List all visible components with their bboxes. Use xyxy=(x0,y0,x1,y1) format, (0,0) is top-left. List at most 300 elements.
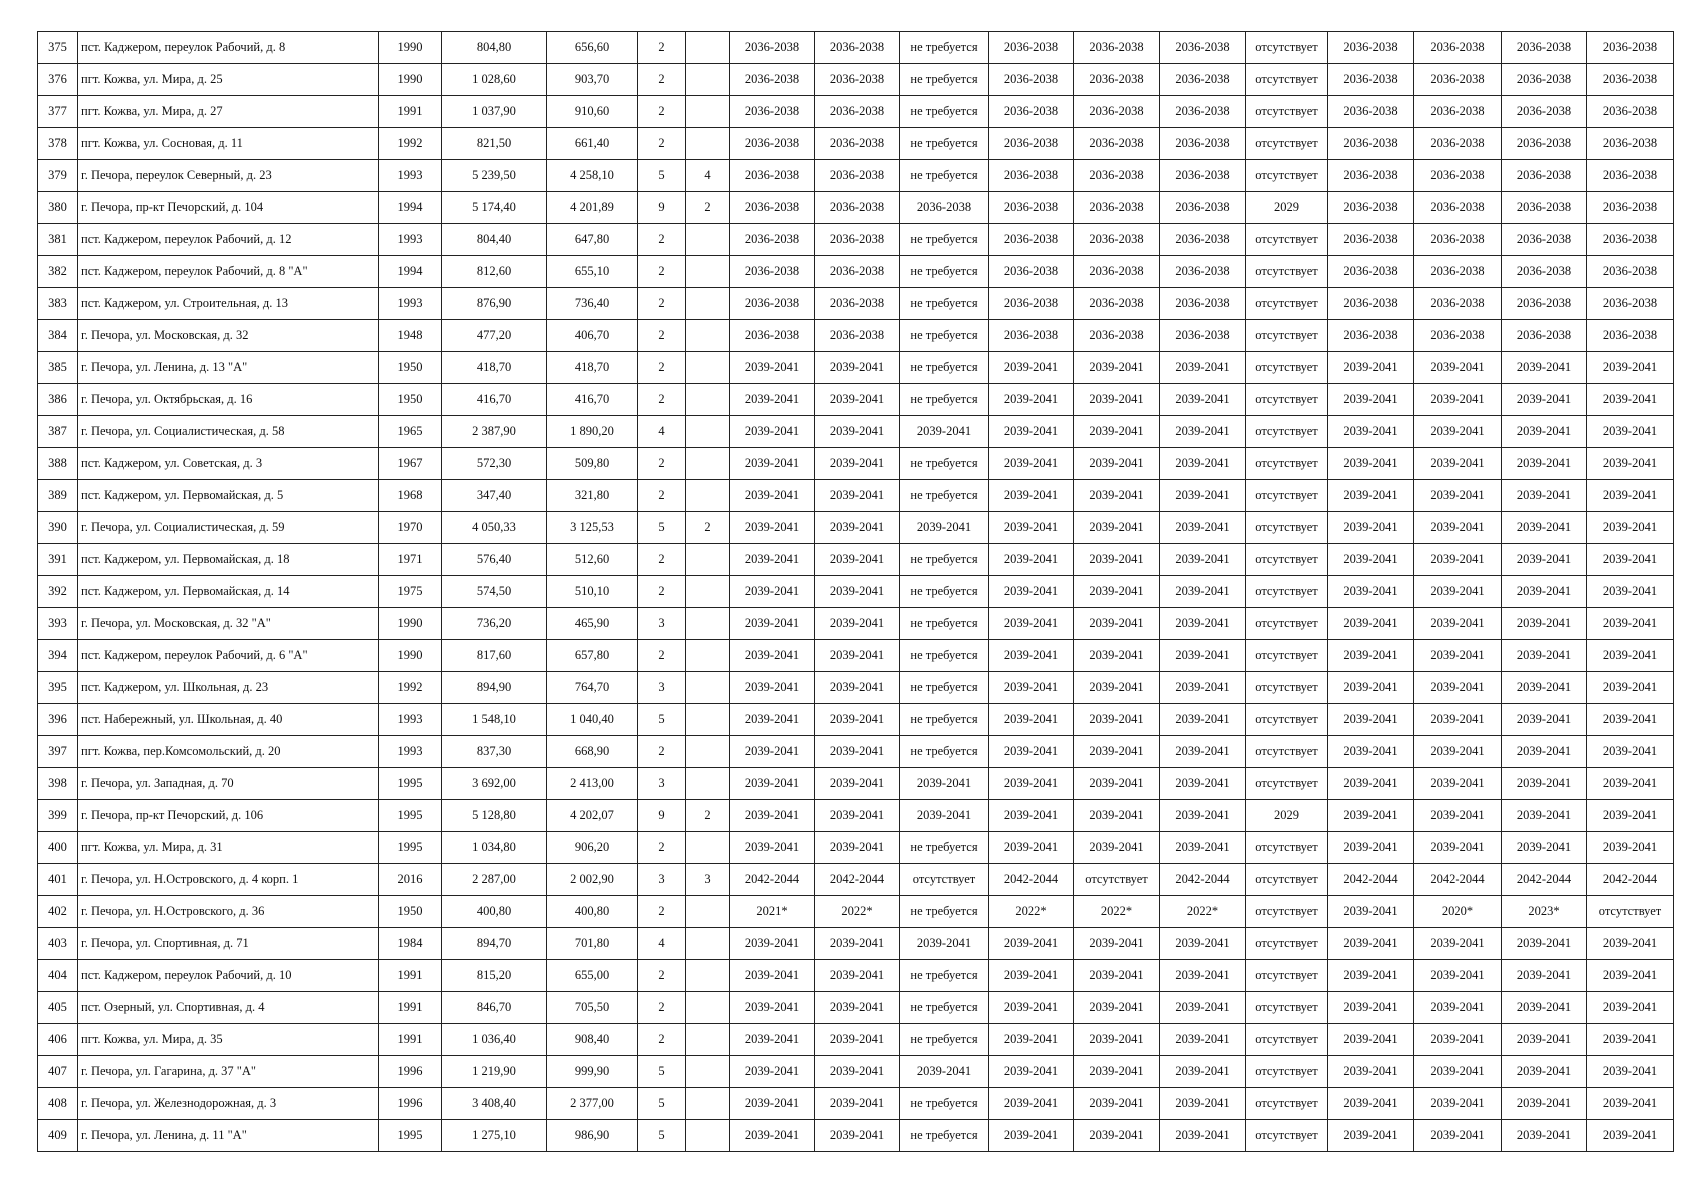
cell-address: пгт. Кожва, ул. Мира, д. 31 xyxy=(78,832,379,864)
cell-facade-repair-period: 2036-2038 xyxy=(815,288,900,320)
cell-floors: 3 xyxy=(638,672,686,704)
cell-row-number: 381 xyxy=(38,224,78,256)
cell-elevators xyxy=(686,224,730,256)
table-row xyxy=(38,96,1674,128)
cell-gas-supply-repair-period: отсутствует xyxy=(1246,672,1328,704)
cell-total-area: 416,70 xyxy=(442,384,547,416)
cell-electricity-repair-period: 2039-2041 xyxy=(1328,544,1414,576)
cell-roof-repair-period: 2039-2041 xyxy=(730,832,815,864)
cell-row-number: 384 xyxy=(38,320,78,352)
cell-electricity-repair-period: 2036-2038 xyxy=(1328,128,1414,160)
cell-cold-water-repair-period: 2039-2041 xyxy=(1074,736,1160,768)
cell-row-number: 380 xyxy=(38,192,78,224)
cell-gas-supply-repair-period: отсутствует xyxy=(1246,96,1328,128)
table-row xyxy=(38,160,1674,192)
cell-total-area: 736,20 xyxy=(442,608,547,640)
table-row xyxy=(38,576,1674,608)
cell-cold-water-repair-period: 2039-2041 xyxy=(1074,576,1160,608)
cell-heating-repair-period: 2039-2041 xyxy=(989,608,1074,640)
cell-elevators xyxy=(686,576,730,608)
cell-living-area: 903,70 xyxy=(547,64,638,96)
cell-facade-repair-period: 2039-2041 xyxy=(815,832,900,864)
cell-living-area: 999,90 xyxy=(547,1056,638,1088)
cell-total-area: 876,90 xyxy=(442,288,547,320)
cell-hot-water-repair-period: 2039-2041 xyxy=(1160,1088,1246,1120)
cell-elevator-repair-period: отсутствует xyxy=(900,864,989,896)
cell-elevator-repair-period: не требуется xyxy=(900,640,989,672)
cell-row-number: 387 xyxy=(38,416,78,448)
cell-foundation-repair-period: 2039-2041 xyxy=(1587,1088,1674,1120)
cell-cold-water-repair-period: 2036-2038 xyxy=(1074,96,1160,128)
cell-basement-repair-period: 2039-2041 xyxy=(1502,736,1587,768)
cell-electricity-repair-period: 2039-2041 xyxy=(1328,704,1414,736)
cell-elevators xyxy=(686,832,730,864)
cell-floors: 2 xyxy=(638,992,686,1024)
cell-basement-repair-period: 2039-2041 xyxy=(1502,352,1587,384)
cell-total-area: 837,30 xyxy=(442,736,547,768)
cell-gas-supply-repair-period: отсутствует xyxy=(1246,704,1328,736)
cell-gas-supply-repair-period: отсутствует xyxy=(1246,480,1328,512)
cell-cold-water-repair-period: 2039-2041 xyxy=(1074,672,1160,704)
cell-basement-repair-period: 2039-2041 xyxy=(1502,576,1587,608)
cell-cold-water-repair-period: 2039-2041 xyxy=(1074,352,1160,384)
cell-facade-repair-period: 2042-2044 xyxy=(815,864,900,896)
cell-hot-water-repair-period: 2039-2041 xyxy=(1160,544,1246,576)
cell-sewerage-repair-period: 2036-2038 xyxy=(1414,288,1502,320)
cell-sewerage-repair-period: 2039-2041 xyxy=(1414,1024,1502,1056)
cell-hot-water-repair-period: 2039-2041 xyxy=(1160,832,1246,864)
cell-heating-repair-period: 2039-2041 xyxy=(989,1088,1074,1120)
cell-total-area: 400,80 xyxy=(442,896,547,928)
cell-cold-water-repair-period: 2039-2041 xyxy=(1074,512,1160,544)
cell-elevator-repair-period: не требуется xyxy=(900,384,989,416)
cell-electricity-repair-period: 2036-2038 xyxy=(1328,288,1414,320)
cell-build-year: 1950 xyxy=(379,352,442,384)
cell-total-area: 2 287,00 xyxy=(442,864,547,896)
cell-basement-repair-period: 2039-2041 xyxy=(1502,800,1587,832)
cell-build-year: 1995 xyxy=(379,768,442,800)
cell-facade-repair-period: 2039-2041 xyxy=(815,608,900,640)
cell-row-number: 405 xyxy=(38,992,78,1024)
cell-living-area: 321,80 xyxy=(547,480,638,512)
cell-address: пст. Каджером, переулок Рабочий, д. 12 xyxy=(78,224,379,256)
cell-heating-repair-period: 2039-2041 xyxy=(989,448,1074,480)
cell-facade-repair-period: 2039-2041 xyxy=(815,480,900,512)
cell-electricity-repair-period: 2039-2041 xyxy=(1328,640,1414,672)
cell-gas-supply-repair-period: отсутствует xyxy=(1246,736,1328,768)
cell-gas-supply-repair-period: отсутствует xyxy=(1246,896,1328,928)
cell-elevators xyxy=(686,1056,730,1088)
cell-basement-repair-period: 2036-2038 xyxy=(1502,192,1587,224)
cell-foundation-repair-period: 2036-2038 xyxy=(1587,288,1674,320)
cell-floors: 2 xyxy=(638,736,686,768)
cell-sewerage-repair-period: 2039-2041 xyxy=(1414,736,1502,768)
table-row xyxy=(38,320,1674,352)
cell-heating-repair-period: 2036-2038 xyxy=(989,224,1074,256)
cell-sewerage-repair-period: 2036-2038 xyxy=(1414,224,1502,256)
cell-basement-repair-period: 2036-2038 xyxy=(1502,320,1587,352)
cell-cold-water-repair-period: 2039-2041 xyxy=(1074,768,1160,800)
cell-address: пст. Каджером, переулок Рабочий, д. 8 "А" xyxy=(78,256,379,288)
cell-address: пгт. Кожва, ул. Мира, д. 25 xyxy=(78,64,379,96)
cell-basement-repair-period: 2039-2041 xyxy=(1502,448,1587,480)
cell-basement-repair-period: 2036-2038 xyxy=(1502,288,1587,320)
cell-floors: 2 xyxy=(638,288,686,320)
cell-sewerage-repair-period: 2039-2041 xyxy=(1414,480,1502,512)
cell-electricity-repair-period: 2039-2041 xyxy=(1328,992,1414,1024)
cell-cold-water-repair-period: 2039-2041 xyxy=(1074,1088,1160,1120)
cell-elevator-repair-period: не требуется xyxy=(900,128,989,160)
cell-roof-repair-period: 2039-2041 xyxy=(730,672,815,704)
cell-living-area: 2 377,00 xyxy=(547,1088,638,1120)
cell-roof-repair-period: 2039-2041 xyxy=(730,480,815,512)
cell-build-year: 1991 xyxy=(379,992,442,1024)
cell-heating-repair-period: 2039-2041 xyxy=(989,768,1074,800)
cell-floors: 3 xyxy=(638,608,686,640)
cell-sewerage-repair-period: 2039-2041 xyxy=(1414,960,1502,992)
cell-sewerage-repair-period: 2039-2041 xyxy=(1414,704,1502,736)
cell-sewerage-repair-period: 2036-2038 xyxy=(1414,96,1502,128)
cell-elevators: 3 xyxy=(686,864,730,896)
cell-electricity-repair-period: 2039-2041 xyxy=(1328,736,1414,768)
cell-sewerage-repair-period: 2039-2041 xyxy=(1414,1056,1502,1088)
cell-electricity-repair-period: 2039-2041 xyxy=(1328,448,1414,480)
cell-address: пгт. Кожва, ул. Сосновая, д. 11 xyxy=(78,128,379,160)
cell-gas-supply-repair-period: отсутствует xyxy=(1246,416,1328,448)
cell-foundation-repair-period: 2036-2038 xyxy=(1587,320,1674,352)
cell-gas-supply-repair-period: отсутствует xyxy=(1246,576,1328,608)
cell-elevators xyxy=(686,480,730,512)
table-row xyxy=(38,192,1674,224)
table-row xyxy=(38,480,1674,512)
cell-sewerage-repair-period: 2036-2038 xyxy=(1414,32,1502,64)
cell-foundation-repair-period: 2039-2041 xyxy=(1587,384,1674,416)
cell-total-area: 804,80 xyxy=(442,32,547,64)
table-row xyxy=(38,128,1674,160)
cell-foundation-repair-period: 2036-2038 xyxy=(1587,224,1674,256)
cell-heating-repair-period: 2039-2041 xyxy=(989,640,1074,672)
cell-electricity-repair-period: 2036-2038 xyxy=(1328,224,1414,256)
cell-floors: 3 xyxy=(638,864,686,896)
table-row xyxy=(38,1056,1674,1088)
cell-gas-supply-repair-period: отсутствует xyxy=(1246,992,1328,1024)
cell-foundation-repair-period: 2039-2041 xyxy=(1587,928,1674,960)
cell-foundation-repair-period: 2039-2041 xyxy=(1587,960,1674,992)
cell-build-year: 1967 xyxy=(379,448,442,480)
cell-living-area: 764,70 xyxy=(547,672,638,704)
cell-address: г. Печора, переулок Северный, д. 23 xyxy=(78,160,379,192)
cell-living-area: 1 040,40 xyxy=(547,704,638,736)
cell-elevator-repair-period: не требуется xyxy=(900,96,989,128)
cell-address: г. Печора, ул. Октябрьская, д. 16 xyxy=(78,384,379,416)
table-row xyxy=(38,512,1674,544)
cell-total-area: 1 036,40 xyxy=(442,1024,547,1056)
cell-foundation-repair-period: 2036-2038 xyxy=(1587,160,1674,192)
cell-elevator-repair-period: не требуется xyxy=(900,480,989,512)
cell-sewerage-repair-period: 2042-2044 xyxy=(1414,864,1502,896)
cell-floors: 2 xyxy=(638,960,686,992)
cell-living-area: 655,00 xyxy=(547,960,638,992)
cell-heating-repair-period: 2039-2041 xyxy=(989,1120,1074,1152)
cell-address: пст. Каджером, переулок Рабочий, д. 8 xyxy=(78,32,379,64)
cell-electricity-repair-period: 2039-2041 xyxy=(1328,896,1414,928)
cell-cold-water-repair-period: 2039-2041 xyxy=(1074,704,1160,736)
cell-gas-supply-repair-period: отсутствует xyxy=(1246,1120,1328,1152)
cell-heating-repair-period: 2039-2041 xyxy=(989,704,1074,736)
cell-gas-supply-repair-period: отсутствует xyxy=(1246,320,1328,352)
cell-address: пст. Набережный, ул. Школьная, д. 40 xyxy=(78,704,379,736)
cell-heating-repair-period: 2039-2041 xyxy=(989,544,1074,576)
cell-basement-repair-period: 2039-2041 xyxy=(1502,992,1587,1024)
cell-elevator-repair-period: не требуется xyxy=(900,256,989,288)
cell-gas-supply-repair-period: отсутствует xyxy=(1246,608,1328,640)
cell-electricity-repair-period: 2039-2041 xyxy=(1328,352,1414,384)
cell-address: пст. Озерный, ул. Спортивная, д. 4 xyxy=(78,992,379,1024)
cell-heating-repair-period: 2036-2038 xyxy=(989,288,1074,320)
cell-total-area: 894,70 xyxy=(442,928,547,960)
cell-facade-repair-period: 2039-2041 xyxy=(815,512,900,544)
cell-sewerage-repair-period: 2036-2038 xyxy=(1414,320,1502,352)
cell-electricity-repair-period: 2039-2041 xyxy=(1328,960,1414,992)
cell-cold-water-repair-period: 2036-2038 xyxy=(1074,160,1160,192)
cell-build-year: 1996 xyxy=(379,1088,442,1120)
cell-total-area: 572,30 xyxy=(442,448,547,480)
cell-gas-supply-repair-period: отсутствует xyxy=(1246,768,1328,800)
table-row xyxy=(38,864,1674,896)
cell-cold-water-repair-period: 2039-2041 xyxy=(1074,800,1160,832)
cell-floors: 5 xyxy=(638,160,686,192)
cell-basement-repair-period: 2039-2041 xyxy=(1502,480,1587,512)
cell-hot-water-repair-period: 2039-2041 xyxy=(1160,1056,1246,1088)
cell-hot-water-repair-period: 2036-2038 xyxy=(1160,32,1246,64)
cell-basement-repair-period: 2039-2041 xyxy=(1502,512,1587,544)
table-row xyxy=(38,1024,1674,1056)
cell-cold-water-repair-period: 2039-2041 xyxy=(1074,416,1160,448)
cell-floors: 5 xyxy=(638,1056,686,1088)
cell-foundation-repair-period: 2042-2044 xyxy=(1587,864,1674,896)
cell-elevator-repair-period: не требуется xyxy=(900,576,989,608)
cell-electricity-repair-period: 2039-2041 xyxy=(1328,1024,1414,1056)
cell-facade-repair-period: 2039-2041 xyxy=(815,1088,900,1120)
cell-roof-repair-period: 2039-2041 xyxy=(730,608,815,640)
cell-living-area: 656,60 xyxy=(547,32,638,64)
cell-build-year: 1975 xyxy=(379,576,442,608)
cell-heating-repair-period: 2039-2041 xyxy=(989,960,1074,992)
cell-living-area: 661,40 xyxy=(547,128,638,160)
cell-sewerage-repair-period: 2039-2041 xyxy=(1414,1088,1502,1120)
cell-floors: 5 xyxy=(638,512,686,544)
cell-elevator-repair-period: не требуется xyxy=(900,896,989,928)
cell-sewerage-repair-period: 2036-2038 xyxy=(1414,128,1502,160)
cell-cold-water-repair-period: 2039-2041 xyxy=(1074,384,1160,416)
cell-elevators xyxy=(686,768,730,800)
cell-row-number: 390 xyxy=(38,512,78,544)
cell-facade-repair-period: 2039-2041 xyxy=(815,640,900,672)
cell-roof-repair-period: 2036-2038 xyxy=(730,32,815,64)
cell-foundation-repair-period: 2039-2041 xyxy=(1587,768,1674,800)
cell-facade-repair-period: 2036-2038 xyxy=(815,32,900,64)
cell-sewerage-repair-period: 2039-2041 xyxy=(1414,672,1502,704)
cell-gas-supply-repair-period: 2029 xyxy=(1246,192,1328,224)
table-row xyxy=(38,448,1674,480)
cell-cold-water-repair-period: 2039-2041 xyxy=(1074,992,1160,1024)
cell-gas-supply-repair-period: отсутствует xyxy=(1246,640,1328,672)
cell-gas-supply-repair-period: отсутствует xyxy=(1246,1088,1328,1120)
cell-floors: 3 xyxy=(638,768,686,800)
cell-gas-supply-repair-period: отсутствует xyxy=(1246,64,1328,96)
cell-floors: 2 xyxy=(638,1024,686,1056)
cell-facade-repair-period: 2039-2041 xyxy=(815,1024,900,1056)
cell-address: пст. Каджером, переулок Рабочий, д. 6 "А" xyxy=(78,640,379,672)
cell-foundation-repair-period: 2039-2041 xyxy=(1587,832,1674,864)
cell-elevators: 2 xyxy=(686,512,730,544)
cell-basement-repair-period: 2036-2038 xyxy=(1502,160,1587,192)
cell-address: пст. Каджером, ул. Школьная, д. 23 xyxy=(78,672,379,704)
cell-living-area: 705,50 xyxy=(547,992,638,1024)
cell-foundation-repair-period: отсутствует xyxy=(1587,896,1674,928)
cell-roof-repair-period: 2039-2041 xyxy=(730,992,815,1024)
cell-heating-repair-period: 2039-2041 xyxy=(989,1024,1074,1056)
cell-hot-water-repair-period: 2039-2041 xyxy=(1160,576,1246,608)
cell-address: г. Печора, ул. Спортивная, д. 71 xyxy=(78,928,379,960)
table-row xyxy=(38,416,1674,448)
cell-electricity-repair-period: 2039-2041 xyxy=(1328,512,1414,544)
cell-living-area: 668,90 xyxy=(547,736,638,768)
cell-living-area: 4 201,89 xyxy=(547,192,638,224)
cell-elevator-repair-period: 2039-2041 xyxy=(900,512,989,544)
cell-foundation-repair-period: 2036-2038 xyxy=(1587,192,1674,224)
cell-foundation-repair-period: 2039-2041 xyxy=(1587,448,1674,480)
cell-elevator-repair-period: 2039-2041 xyxy=(900,768,989,800)
cell-row-number: 400 xyxy=(38,832,78,864)
cell-roof-repair-period: 2039-2041 xyxy=(730,736,815,768)
cell-address: пст. Каджером, ул. Первомайская, д. 14 xyxy=(78,576,379,608)
cell-basement-repair-period: 2036-2038 xyxy=(1502,64,1587,96)
cell-hot-water-repair-period: 2039-2041 xyxy=(1160,416,1246,448)
cell-row-number: 406 xyxy=(38,1024,78,1056)
cell-elevators xyxy=(686,704,730,736)
cell-living-area: 908,40 xyxy=(547,1024,638,1056)
cell-roof-repair-period: 2036-2038 xyxy=(730,96,815,128)
cell-heating-repair-period: 2039-2041 xyxy=(989,736,1074,768)
cell-roof-repair-period: 2036-2038 xyxy=(730,288,815,320)
cell-living-area: 510,10 xyxy=(547,576,638,608)
cell-address: г. Печора, пр-кт Печорский, д. 104 xyxy=(78,192,379,224)
cell-elevator-repair-period: не требуется xyxy=(900,704,989,736)
cell-cold-water-repair-period: 2039-2041 xyxy=(1074,1120,1160,1152)
cell-floors: 5 xyxy=(638,1120,686,1152)
cell-basement-repair-period: 2023* xyxy=(1502,896,1587,928)
cell-hot-water-repair-period: 2036-2038 xyxy=(1160,256,1246,288)
cell-electricity-repair-period: 2036-2038 xyxy=(1328,96,1414,128)
cell-roof-repair-period: 2039-2041 xyxy=(730,768,815,800)
cell-build-year: 1990 xyxy=(379,32,442,64)
cell-total-area: 3 408,40 xyxy=(442,1088,547,1120)
cell-elevator-repair-period: не требуется xyxy=(900,448,989,480)
cell-sewerage-repair-period: 2039-2041 xyxy=(1414,640,1502,672)
cell-hot-water-repair-period: 2039-2041 xyxy=(1160,704,1246,736)
cell-elevators: 4 xyxy=(686,160,730,192)
cell-total-area: 5 174,40 xyxy=(442,192,547,224)
cell-build-year: 1993 xyxy=(379,736,442,768)
cell-total-area: 846,70 xyxy=(442,992,547,1024)
cell-sewerage-repair-period: 2039-2041 xyxy=(1414,512,1502,544)
cell-living-area: 736,40 xyxy=(547,288,638,320)
cell-facade-repair-period: 2039-2041 xyxy=(815,1120,900,1152)
cell-gas-supply-repair-period: отсутствует xyxy=(1246,352,1328,384)
cell-electricity-repair-period: 2036-2038 xyxy=(1328,32,1414,64)
cell-gas-supply-repair-period: отсутствует xyxy=(1246,864,1328,896)
cell-electricity-repair-period: 2039-2041 xyxy=(1328,672,1414,704)
cell-row-number: 382 xyxy=(38,256,78,288)
cell-gas-supply-repair-period: отсутствует xyxy=(1246,832,1328,864)
cell-cold-water-repair-period: отсутствует xyxy=(1074,864,1160,896)
cell-build-year: 1991 xyxy=(379,960,442,992)
cell-sewerage-repair-period: 2039-2041 xyxy=(1414,544,1502,576)
cell-floors: 2 xyxy=(638,640,686,672)
cell-address: г. Печора, ул. Социалистическая, д. 58 xyxy=(78,416,379,448)
cell-roof-repair-period: 2039-2041 xyxy=(730,1056,815,1088)
cell-living-area: 512,60 xyxy=(547,544,638,576)
cell-total-area: 804,40 xyxy=(442,224,547,256)
cell-row-number: 389 xyxy=(38,480,78,512)
cell-total-area: 1 275,10 xyxy=(442,1120,547,1152)
cell-basement-repair-period: 2039-2041 xyxy=(1502,544,1587,576)
cell-living-area: 906,20 xyxy=(547,832,638,864)
cell-electricity-repair-period: 2036-2038 xyxy=(1328,64,1414,96)
cell-heating-repair-period: 2039-2041 xyxy=(989,800,1074,832)
cell-row-number: 401 xyxy=(38,864,78,896)
cell-hot-water-repair-period: 2039-2041 xyxy=(1160,800,1246,832)
cell-facade-repair-period: 2039-2041 xyxy=(815,384,900,416)
cell-cold-water-repair-period: 2039-2041 xyxy=(1074,832,1160,864)
cell-cold-water-repair-period: 2039-2041 xyxy=(1074,1024,1160,1056)
cell-roof-repair-period: 2039-2041 xyxy=(730,1024,815,1056)
cell-elevator-repair-period: не требуется xyxy=(900,672,989,704)
cell-basement-repair-period: 2039-2041 xyxy=(1502,1120,1587,1152)
cell-roof-repair-period: 2039-2041 xyxy=(730,416,815,448)
cell-foundation-repair-period: 2039-2041 xyxy=(1587,736,1674,768)
cell-build-year: 1971 xyxy=(379,544,442,576)
cell-living-area: 4 202,07 xyxy=(547,800,638,832)
cell-heating-repair-period: 2039-2041 xyxy=(989,928,1074,960)
cell-roof-repair-period: 2036-2038 xyxy=(730,160,815,192)
cell-facade-repair-period: 2039-2041 xyxy=(815,768,900,800)
table-row xyxy=(38,992,1674,1024)
cell-row-number: 407 xyxy=(38,1056,78,1088)
cell-facade-repair-period: 2039-2041 xyxy=(815,448,900,480)
cell-electricity-repair-period: 2036-2038 xyxy=(1328,160,1414,192)
table-row xyxy=(38,704,1674,736)
cell-elevators xyxy=(686,416,730,448)
cell-hot-water-repair-period: 2036-2038 xyxy=(1160,160,1246,192)
table-row xyxy=(38,288,1674,320)
cell-cold-water-repair-period: 2036-2038 xyxy=(1074,288,1160,320)
cell-heating-repair-period: 2036-2038 xyxy=(989,192,1074,224)
cell-floors: 2 xyxy=(638,32,686,64)
cell-row-number: 388 xyxy=(38,448,78,480)
cell-electricity-repair-period: 2039-2041 xyxy=(1328,832,1414,864)
cell-floors: 2 xyxy=(638,64,686,96)
table-row xyxy=(38,608,1674,640)
cell-heating-repair-period: 2039-2041 xyxy=(989,1056,1074,1088)
cell-elevator-repair-period: 2036-2038 xyxy=(900,192,989,224)
cell-hot-water-repair-period: 2039-2041 xyxy=(1160,960,1246,992)
cell-facade-repair-period: 2036-2038 xyxy=(815,96,900,128)
cell-sewerage-repair-period: 2039-2041 xyxy=(1414,800,1502,832)
cell-floors: 4 xyxy=(638,928,686,960)
cell-heating-repair-period: 2039-2041 xyxy=(989,416,1074,448)
